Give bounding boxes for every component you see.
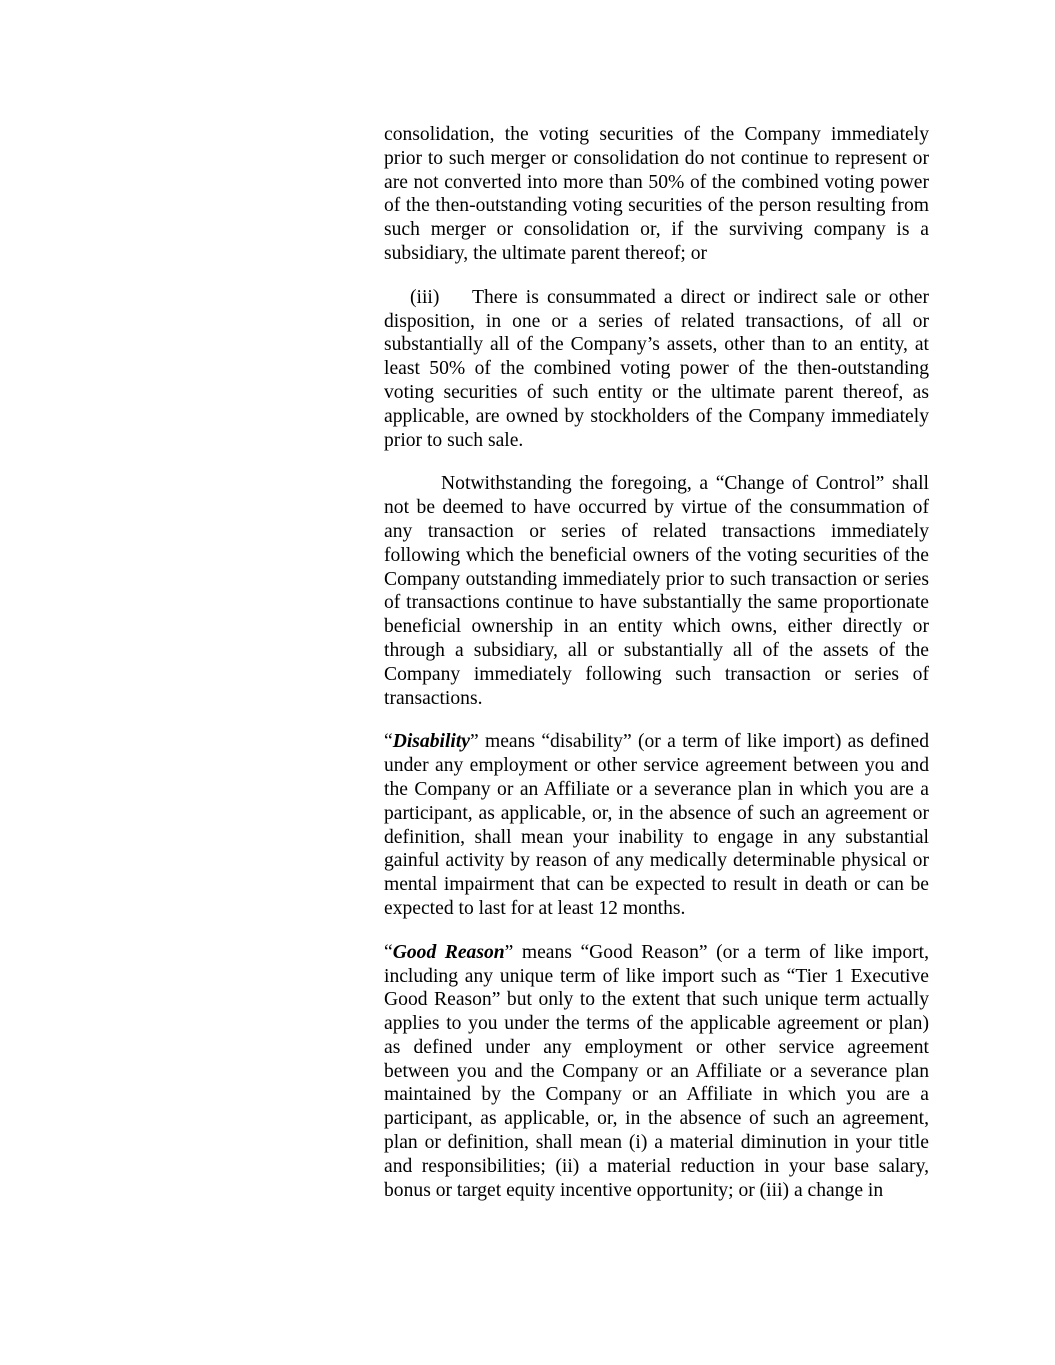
defined-term: Disability [392,731,470,753]
document-body [384,123,929,1202]
definition-disability [384,730,929,920]
paragraph-merger-continuation: consolidation, the voting securities of the Company immediately prior to such merger or consolidation do not continue to represent or are not converted into more than 50% of the combined voting power of the then-outstanding voting securities of the person resulting from such merger or consolidation or, if the surviving company is a subsidiary, the ultimate parent thereof; or [384,124,929,264]
definition-text: ” means “disability” (or a term of like import) as defined under any employment or other service agreement between you and the Company or an Affiliate or a severance plan in which you are a participant, as applicable, or, in the absence of such an agreement or definition, shall mean your inability to engage in any substantial gainful activity by reason of any medically determinable physical or mental impairment that can be expected to result in death or can be expected to last for at least 12 months. [384,731,929,919]
list-item-text: There is consummated a direct or indirect sale or other disposition, in one or a series of related transactions, of all or substantially all of the Company’s assets, other than to an entity, at least 50% of the combined voting power of the then-outstanding voting securities of such entity or the ultimate parent thereof, as applicable, are owned by stockholders of the Company immediately prior to such sale. [384,286,929,451]
list-item-number: (iii) [410,286,440,308]
open-quote: “ [384,941,393,963]
definition-good-reason [384,941,929,1203]
defined-term: Good Reason [392,941,505,963]
definition-text: ” means “Good Reason” (or a term of like import, including any unique term of like import such as “Tier 1 Executive Good Reason” but only to the extent that such unique term actually applies to you under the terms of the applicable agreement or plan) as defined under any employment or other service agreement between you and the Company or an Affiliate or a severance plan maintained by the Company or an Affiliate in which you are a participant, as applicable, or, in the absence of such an agreement, plan or definition, shall mean (i) a material diminution in your title and responsibilities; (ii) a material reduction in your base salary, bonus or target equity incentive opportunity; or (iii) a change in [384,941,929,1201]
open-quote: “ [384,731,393,753]
list-item-iii [384,286,929,453]
paragraph-notwithstanding: Notwithstanding the foregoing, a “Change of Control” shall not be deemed to have occurred by virtue of the consummation of any transaction or series of related transactions immediately following which the beneficial owners of the voting securities of the Company outstanding immediately prior to such transaction or series of transactions continue to have substantially the same proportionate beneficial ownership in an entity which owns, either directly or through a subsidiary, all or substantially all of the assets of the Company immediately following such transaction or series of transactions. [384,473,929,709]
